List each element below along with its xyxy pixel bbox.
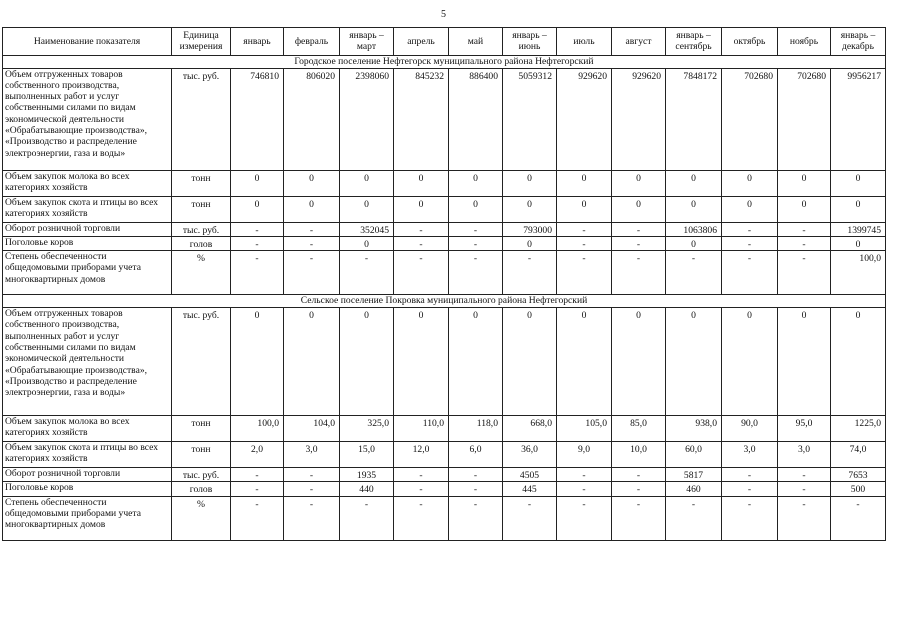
- value-cell: 6,0: [449, 442, 503, 468]
- value-cell: -: [231, 468, 284, 482]
- header-row: [3, 28, 886, 56]
- indicator-name: Поголовье коров: [3, 482, 172, 496]
- value-cell: 0: [340, 196, 394, 222]
- value-cell: 0: [340, 236, 394, 250]
- value-cell: -: [394, 236, 449, 250]
- value-cell: -: [394, 222, 449, 236]
- value-cell: -: [778, 468, 831, 482]
- unit-cell: тонн: [172, 170, 231, 196]
- value-cell: -: [340, 251, 394, 295]
- value-cell: 60,0: [666, 442, 722, 468]
- value-cell: 325,0: [340, 416, 394, 442]
- value-cell: 110,0: [394, 416, 449, 442]
- indicator-name: Поголовье коров: [3, 236, 172, 250]
- header-month: январь – сентябрь: [666, 28, 722, 56]
- value-cell: 0: [831, 236, 886, 250]
- value-cell: 0: [666, 308, 722, 416]
- value-cell: 1399745: [831, 222, 886, 236]
- value-cell: 12,0: [394, 442, 449, 468]
- value-cell: -: [612, 496, 666, 540]
- value-cell: 104,0: [284, 416, 340, 442]
- table-row: [3, 236, 886, 250]
- value-cell: -: [231, 222, 284, 236]
- value-cell: 3,0: [284, 442, 340, 468]
- value-cell: 1225,0: [831, 416, 886, 442]
- value-cell: -: [778, 236, 831, 250]
- value-cell: -: [394, 468, 449, 482]
- section-row: [3, 295, 886, 308]
- value-cell: -: [449, 236, 503, 250]
- unit-cell: %: [172, 251, 231, 295]
- unit-cell: тонн: [172, 196, 231, 222]
- value-cell: 352045: [340, 222, 394, 236]
- value-cell: 36,0: [503, 442, 557, 468]
- value-cell: 0: [284, 196, 340, 222]
- value-cell: -: [231, 482, 284, 496]
- value-cell: 460: [666, 482, 722, 496]
- unit-cell: тыс. руб.: [172, 222, 231, 236]
- value-cell: 0: [503, 170, 557, 196]
- page-number: 5: [441, 9, 446, 20]
- value-cell: 702680: [722, 68, 778, 170]
- value-cell: -: [503, 251, 557, 295]
- table-row: [3, 496, 886, 540]
- value-cell: 0: [612, 196, 666, 222]
- value-cell: 0: [722, 196, 778, 222]
- table-row: [3, 68, 886, 170]
- unit-cell: голов: [172, 236, 231, 250]
- value-cell: -: [612, 468, 666, 482]
- value-cell: 0: [284, 170, 340, 196]
- value-cell: -: [284, 468, 340, 482]
- value-cell: 95,0: [778, 416, 831, 442]
- indicator-name: Объем закупок скота и птицы во всех категориях хозяйств: [3, 442, 172, 468]
- section-title: Сельское поселение Покровка муниципального района Нефтегорский: [3, 295, 886, 308]
- value-cell: 0: [557, 170, 612, 196]
- value-cell: 845232: [394, 68, 449, 170]
- value-cell: 793000: [503, 222, 557, 236]
- value-cell: -: [557, 482, 612, 496]
- indicator-name: Объем закупок молока во всех категориях хозяйств: [3, 170, 172, 196]
- value-cell: -: [612, 236, 666, 250]
- section-row: [3, 55, 886, 68]
- value-cell: -: [231, 251, 284, 295]
- value-cell: -: [557, 468, 612, 482]
- value-cell: 806020: [284, 68, 340, 170]
- value-cell: 3,0: [722, 442, 778, 468]
- value-cell: -: [284, 496, 340, 540]
- value-cell: -: [722, 468, 778, 482]
- indicator-name: Степень обеспеченности общедомовыми приборами учета многоквартирных домов: [3, 251, 172, 295]
- value-cell: -: [449, 468, 503, 482]
- value-cell: 0: [778, 308, 831, 416]
- value-cell: 74,0: [831, 442, 886, 468]
- value-cell: 929620: [612, 68, 666, 170]
- value-cell: 0: [831, 196, 886, 222]
- value-cell: -: [557, 496, 612, 540]
- indicator-name: Степень обеспеченности общедомовыми приборами учета многоквартирных домов: [3, 496, 172, 540]
- unit-cell: тыс. руб.: [172, 68, 231, 170]
- value-cell: -: [557, 222, 612, 236]
- header-month: январь – декабрь: [831, 28, 886, 56]
- table-row: [3, 468, 886, 482]
- value-cell: 0: [449, 170, 503, 196]
- value-cell: -: [394, 482, 449, 496]
- value-cell: -: [722, 222, 778, 236]
- value-cell: 0: [666, 236, 722, 250]
- value-cell: 0: [503, 236, 557, 250]
- header-month: август: [612, 28, 666, 56]
- value-cell: 0: [503, 308, 557, 416]
- header-month: ноябрь: [778, 28, 831, 56]
- value-cell: 9956217: [831, 68, 886, 170]
- value-cell: -: [612, 482, 666, 496]
- value-cell: 0: [831, 170, 886, 196]
- value-cell: -: [831, 496, 886, 540]
- value-cell: 0: [778, 196, 831, 222]
- value-cell: 0: [666, 196, 722, 222]
- value-cell: -: [449, 496, 503, 540]
- value-cell: -: [557, 236, 612, 250]
- indicator-name: Оборот розничной торговли: [3, 468, 172, 482]
- value-cell: 0: [831, 308, 886, 416]
- value-cell: -: [612, 251, 666, 295]
- value-cell: 10,0: [612, 442, 666, 468]
- value-cell: 0: [722, 170, 778, 196]
- value-cell: -: [666, 251, 722, 295]
- value-cell: 7653: [831, 468, 886, 482]
- value-cell: -: [284, 482, 340, 496]
- value-cell: 100,0: [231, 416, 284, 442]
- value-cell: 500: [831, 482, 886, 496]
- value-cell: 0: [612, 308, 666, 416]
- table-row: [3, 416, 886, 442]
- table-body: [3, 28, 886, 541]
- value-cell: -: [231, 496, 284, 540]
- table-row: [3, 442, 886, 468]
- value-cell: 0: [394, 196, 449, 222]
- value-cell: -: [503, 496, 557, 540]
- value-cell: 3,0: [778, 442, 831, 468]
- unit-cell: голов: [172, 482, 231, 496]
- value-cell: 0: [340, 170, 394, 196]
- indicator-name: Оборот розничной торговли: [3, 222, 172, 236]
- value-cell: -: [340, 496, 394, 540]
- table-row: [3, 222, 886, 236]
- header-month: январь: [231, 28, 284, 56]
- value-cell: -: [449, 482, 503, 496]
- value-cell: 5817: [666, 468, 722, 482]
- table-row: [3, 170, 886, 196]
- value-cell: -: [778, 251, 831, 295]
- value-cell: 445: [503, 482, 557, 496]
- value-cell: -: [394, 496, 449, 540]
- indicator-name: Объем отгруженных товаров собственного производства, выполненных работ и услуг собственными силами по видам экономической деятельности «Обрабатывающие производства», «Производство и распределение электроэнергии, газа и воды»: [3, 308, 172, 416]
- value-cell: -: [722, 251, 778, 295]
- header-month: апрель: [394, 28, 449, 56]
- value-cell: 118,0: [449, 416, 503, 442]
- header-month: январь – июнь: [503, 28, 557, 56]
- value-cell: 5059312: [503, 68, 557, 170]
- header-month: май: [449, 28, 503, 56]
- value-cell: 0: [340, 308, 394, 416]
- value-cell: 2,0: [231, 442, 284, 468]
- unit-cell: %: [172, 496, 231, 540]
- value-cell: 0: [557, 196, 612, 222]
- value-cell: 1935: [340, 468, 394, 482]
- value-cell: 0: [722, 308, 778, 416]
- value-cell: 0: [394, 308, 449, 416]
- value-cell: -: [722, 496, 778, 540]
- value-cell: 0: [231, 170, 284, 196]
- value-cell: -: [449, 251, 503, 295]
- value-cell: -: [449, 222, 503, 236]
- value-cell: 105,0: [557, 416, 612, 442]
- value-cell: -: [722, 482, 778, 496]
- value-cell: 7848172: [666, 68, 722, 170]
- value-cell: 886400: [449, 68, 503, 170]
- unit-cell: тыс. руб.: [172, 468, 231, 482]
- value-cell: -: [394, 251, 449, 295]
- value-cell: 85,0: [612, 416, 666, 442]
- indicator-name: Объем отгруженных товаров собственного производства, выполненных работ и услуг собственными силами по видам экономической деятельности «Обрабатывающие производства», «Производство и распределение электроэнергии, газа и воды»: [3, 68, 172, 170]
- value-cell: -: [778, 496, 831, 540]
- value-cell: 4505: [503, 468, 557, 482]
- value-cell: 668,0: [503, 416, 557, 442]
- value-cell: -: [557, 251, 612, 295]
- value-cell: 440: [340, 482, 394, 496]
- value-cell: 1063806: [666, 222, 722, 236]
- indicator-name: Объем закупок скота и птицы во всех категориях хозяйств: [3, 196, 172, 222]
- header-month: июль: [557, 28, 612, 56]
- value-cell: 0: [231, 308, 284, 416]
- header-unit: Единица измерения: [172, 28, 231, 56]
- value-cell: 100,0: [831, 251, 886, 295]
- value-cell: -: [778, 222, 831, 236]
- value-cell: 702680: [778, 68, 831, 170]
- header-month: январь – март: [340, 28, 394, 56]
- value-cell: 0: [557, 308, 612, 416]
- value-cell: 0: [231, 196, 284, 222]
- statistics-table: [2, 27, 886, 541]
- value-cell: -: [284, 236, 340, 250]
- value-cell: 0: [503, 196, 557, 222]
- table-row: [3, 196, 886, 222]
- value-cell: 9,0: [557, 442, 612, 468]
- table-row: [3, 308, 886, 416]
- value-cell: -: [284, 251, 340, 295]
- section-title: Городское поселение Нефтегорск муниципального района Нефтегорский: [3, 55, 886, 68]
- value-cell: -: [722, 236, 778, 250]
- value-cell: 0: [612, 170, 666, 196]
- table-row: [3, 482, 886, 496]
- value-cell: 0: [778, 170, 831, 196]
- value-cell: 15,0: [340, 442, 394, 468]
- unit-cell: тыс. руб.: [172, 308, 231, 416]
- value-cell: 0: [666, 170, 722, 196]
- header-name: Наименование показателя: [3, 28, 172, 56]
- value-cell: 0: [284, 308, 340, 416]
- value-cell: -: [666, 496, 722, 540]
- value-cell: 938,0: [666, 416, 722, 442]
- value-cell: 0: [449, 308, 503, 416]
- table-row: [3, 251, 886, 295]
- value-cell: 2398060: [340, 68, 394, 170]
- value-cell: 929620: [557, 68, 612, 170]
- header-month: февраль: [284, 28, 340, 56]
- value-cell: 746810: [231, 68, 284, 170]
- header-month: октябрь: [722, 28, 778, 56]
- value-cell: 0: [394, 170, 449, 196]
- value-cell: -: [612, 222, 666, 236]
- value-cell: -: [231, 236, 284, 250]
- unit-cell: тонн: [172, 416, 231, 442]
- indicator-name: Объем закупок молока во всех категориях хозяйств: [3, 416, 172, 442]
- unit-cell: тонн: [172, 442, 231, 468]
- value-cell: 90,0: [722, 416, 778, 442]
- value-cell: -: [778, 482, 831, 496]
- value-cell: -: [284, 222, 340, 236]
- value-cell: 0: [449, 196, 503, 222]
